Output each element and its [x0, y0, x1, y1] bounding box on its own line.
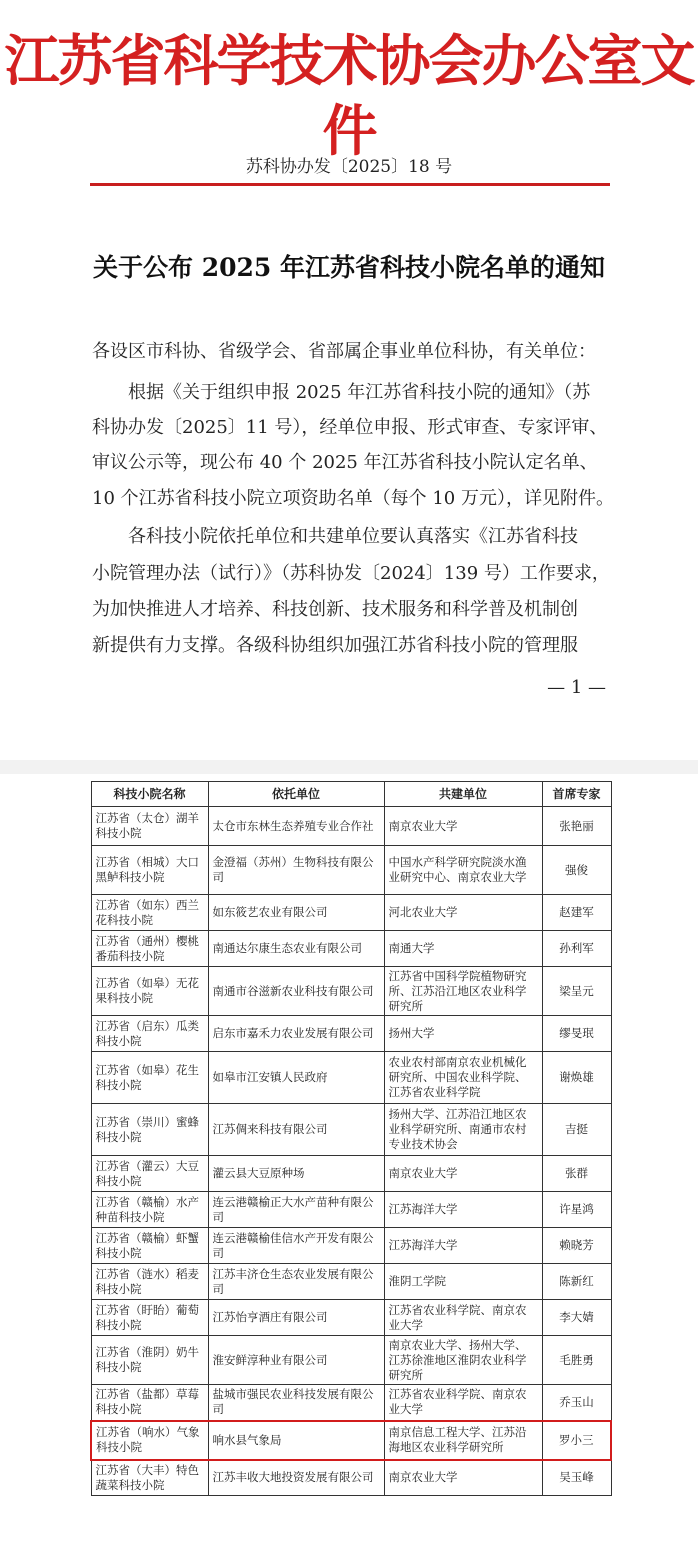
cell-partner-unit: 农业农村部南京农业机械化研究所、中国农业科学院、江苏省农业科学院 — [384, 1052, 542, 1104]
cell-chief-expert: 李大婧 — [542, 1300, 611, 1336]
body-line: 新提供有力支撑。各级科协组织加强江苏省科技小院的管理服 — [92, 635, 578, 656]
table-row — [91, 1264, 611, 1300]
cell-yard-name: 江苏省（大丰）特色蔬菜科技小院 — [91, 1460, 208, 1496]
cell-yard-name: 江苏省（通州）樱桃番茄科技小院 — [91, 931, 208, 967]
cell-host-unit: 江苏倜来科技有限公司 — [208, 1104, 384, 1156]
attachment-table-wrap — [90, 781, 610, 1496]
cell-host-unit: 南通达尔康生态农业有限公司 — [208, 931, 384, 967]
cell-partner-unit: 南京农业大学 — [384, 807, 542, 846]
cell-host-unit: 盐城市强民农业科技发展有限公司 — [208, 1385, 384, 1421]
cell-partner-unit: 南京农业大学、扬州大学、江苏徐淮地区淮阴农业科学研究所 — [384, 1336, 542, 1385]
cell-chief-expert: 谢焕雄 — [542, 1052, 611, 1104]
table-row — [91, 846, 611, 895]
cell-host-unit: 金澄福（苏州）生物科技有限公司 — [208, 846, 384, 895]
cell-partner-unit: 南京农业大学 — [384, 1156, 542, 1192]
cell-host-unit: 连云港赣榆正大水产苗种有限公司 — [208, 1192, 384, 1228]
table-row — [91, 807, 611, 846]
cell-partner-unit: 河北农业大学 — [384, 895, 542, 931]
cell-chief-expert: 张群 — [542, 1156, 611, 1192]
cell-chief-expert: 罗小三 — [542, 1421, 611, 1460]
page-gap — [0, 760, 698, 774]
body-line: 审议公示等，现公布 40 个 2025 年江苏省科技小院认定名单、 — [92, 452, 598, 473]
cell-yard-name: 江苏省（如皋）花生科技小院 — [91, 1052, 208, 1104]
cell-yard-name: 江苏省（启东）瓜类科技小院 — [91, 1016, 208, 1052]
cell-yard-name: 江苏省（淮阴）奶牛科技小院 — [91, 1336, 208, 1385]
body-line: 根据《关于组织申报 2025 年江苏省科技小院的通知》（苏 — [128, 382, 591, 403]
body-line: 各科技小院依托单位和共建单位要认真落实《江苏省科技 — [128, 526, 578, 547]
cell-host-unit: 南通市谷滋新农业科技有限公司 — [208, 967, 384, 1016]
cell-partner-unit: 淮阴工学院 — [384, 1264, 542, 1300]
doc-number: 苏科协办发〔2025〕18 号 — [245, 157, 453, 177]
cell-host-unit: 响水县气象局 — [208, 1421, 384, 1460]
cell-yard-name: 江苏省（太仓）湖羊科技小院 — [91, 807, 208, 846]
cell-chief-expert: 张艳丽 — [542, 807, 611, 846]
cell-partner-unit: 南京信息工程大学、江苏沿海地区农业科学研究所 — [384, 1421, 542, 1460]
cell-host-unit: 太仓市东林生态养殖专业合作社 — [208, 807, 384, 846]
table-row — [91, 1052, 611, 1104]
cell-partner-unit: 江苏省农业科学院、南京农业大学 — [384, 1385, 542, 1421]
body-line: 小院管理办法（试行）》（苏科协发〔2024〕139 号）工作要求， — [92, 563, 610, 584]
cell-chief-expert: 许星鸿 — [542, 1192, 611, 1228]
table-row — [91, 1192, 611, 1228]
cell-yard-name: 江苏省（崇川）蜜蜂科技小院 — [91, 1104, 208, 1156]
table-row — [91, 895, 611, 931]
table-row — [91, 1016, 611, 1052]
cell-yard-name: 江苏省（赣榆）水产种苗科技小院 — [91, 1192, 208, 1228]
cell-yard-name: 江苏省（如皋）无花果科技小院 — [91, 967, 208, 1016]
body-line: 为加快推进人才培养、科技创新、技术服务和科学普及机制创 — [92, 599, 578, 620]
cell-host-unit: 淮安鲜淳种业有限公司 — [208, 1336, 384, 1385]
cell-chief-expert: 缪旻珉 — [542, 1016, 611, 1052]
page-number: — 1 — — [547, 677, 606, 698]
cell-yard-name: 江苏省（赣榆）虾蟹科技小院 — [91, 1228, 208, 1264]
cell-yard-name: 江苏省（盱眙）葡萄科技小院 — [91, 1300, 208, 1336]
body-line: 10 个江苏省科技小院立项资助名单（每个 10 万元），详见附件。 — [92, 488, 614, 509]
science-yard-table — [90, 781, 612, 1496]
table-row — [91, 1300, 611, 1336]
document-page-1 — [0, 0, 698, 760]
cell-partner-unit: 扬州大学、江苏沿江地区农业科学研究所、南通市农村专业技术协会 — [384, 1104, 542, 1156]
body-line: 科协办发〔2025〕11 号），经单位申报、形式审查、专家评审、 — [92, 417, 608, 438]
table-row — [91, 1156, 611, 1192]
table-row — [91, 931, 611, 967]
notice-title: 关于公布 2025 年江苏省科技小院名单的通知 — [93, 253, 605, 282]
cell-host-unit: 如皋市江安镇人民政府 — [208, 1052, 384, 1104]
body-line: 各设区市科协、省级学会、省部属企事业单位科协，有关单位： — [92, 341, 596, 362]
red-divider-line — [90, 183, 610, 186]
cell-yard-name: 江苏省（相城）大口黑鲈科技小院 — [91, 846, 208, 895]
cell-yard-name: 江苏省（盐都）草莓科技小院 — [91, 1385, 208, 1421]
table-row — [91, 1460, 611, 1496]
cell-partner-unit: 江苏省中国科学院植物研究所、江苏沿江地区农业科学研究所 — [384, 967, 542, 1016]
cell-host-unit: 江苏丰收大地投资发展有限公司 — [208, 1460, 384, 1496]
table-row — [91, 1336, 611, 1385]
cell-yard-name: 江苏省（涟水）稻麦科技小院 — [91, 1264, 208, 1300]
cell-chief-expert: 乔玉山 — [542, 1385, 611, 1421]
column-header-partner: 共建单位 — [384, 782, 542, 807]
org-header-title: 江苏省科学技术协会办公室文件 — [4, 29, 694, 163]
cell-yard-name: 江苏省（如东）西兰花科技小院 — [91, 895, 208, 931]
column-header-host: 依托单位 — [208, 782, 384, 807]
cell-partner-unit: 江苏省农业科学院、南京农业大学 — [384, 1300, 542, 1336]
table-row — [91, 1104, 611, 1156]
table-row — [91, 1421, 611, 1460]
cell-chief-expert: 赵建军 — [542, 895, 611, 931]
cell-host-unit: 启东市嘉禾力农业发展有限公司 — [208, 1016, 384, 1052]
cell-partner-unit: 江苏海洋大学 — [384, 1192, 542, 1228]
cell-chief-expert: 吉挺 — [542, 1104, 611, 1156]
cell-partner-unit: 扬州大学 — [384, 1016, 542, 1052]
cell-partner-unit: 江苏海洋大学 — [384, 1228, 542, 1264]
cell-chief-expert: 毛胜勇 — [542, 1336, 611, 1385]
table-body — [91, 807, 611, 1496]
cell-yard-name: 江苏省（响水）气象科技小院 — [91, 1421, 208, 1460]
cell-host-unit: 如东筱艺农业有限公司 — [208, 895, 384, 931]
table-header-row — [91, 782, 611, 807]
cell-chief-expert: 赖晓芳 — [542, 1228, 611, 1264]
cell-partner-unit: 南京农业大学 — [384, 1460, 542, 1496]
column-header-name: 科技小院名称 — [91, 782, 208, 807]
table-row — [91, 967, 611, 1016]
cell-partner-unit: 中国水产科学研究院淡水渔业研究中心、南京农业大学 — [384, 846, 542, 895]
cell-host-unit: 连云港赣榆佳信水产开发有限公司 — [208, 1228, 384, 1264]
cell-chief-expert: 陈新红 — [542, 1264, 611, 1300]
cell-chief-expert: 强俊 — [542, 846, 611, 895]
cell-host-unit: 灌云县大豆原种场 — [208, 1156, 384, 1192]
table-row — [91, 1228, 611, 1264]
cell-yard-name: 江苏省（灌云）大豆科技小院 — [91, 1156, 208, 1192]
table-row — [91, 1385, 611, 1421]
cell-chief-expert: 梁呈元 — [542, 967, 611, 1016]
cell-partner-unit: 南通大学 — [384, 931, 542, 967]
cell-chief-expert: 孙利军 — [542, 931, 611, 967]
column-header-expert: 首席专家 — [542, 782, 611, 807]
cell-host-unit: 江苏丰济仓生态农业发展有限公司 — [208, 1264, 384, 1300]
cell-chief-expert: 吴玉峰 — [542, 1460, 611, 1496]
cell-host-unit: 江苏怡亨酒庄有限公司 — [208, 1300, 384, 1336]
